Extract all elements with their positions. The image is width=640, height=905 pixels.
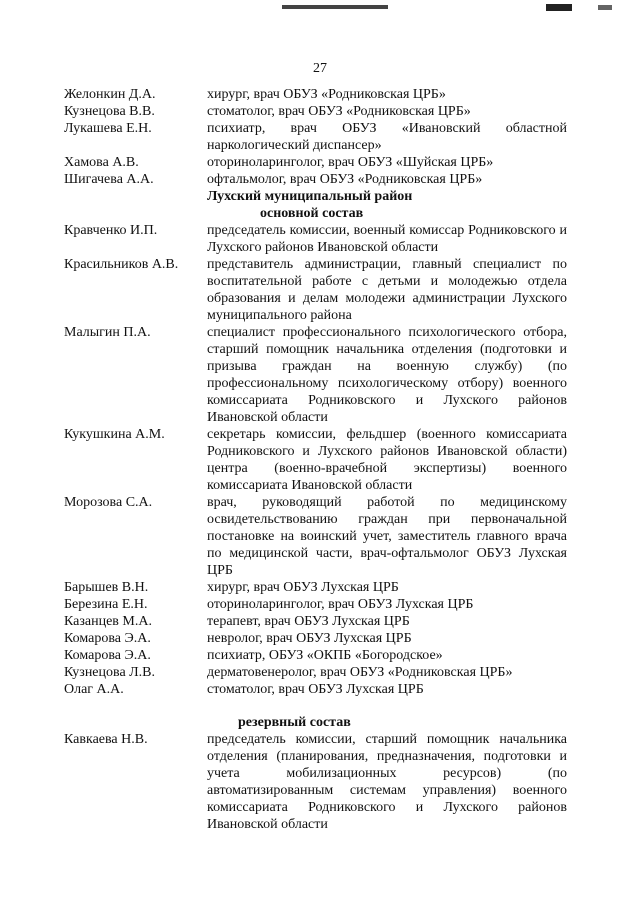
scan-artifact-left (282, 5, 388, 9)
list-item (64, 681, 567, 698)
person-role: психиатр, ОБУЗ «ОКПБ «Богородское» (207, 648, 443, 663)
person-role: хирург, врач ОБУЗ «Родниковская ЦРБ» (207, 87, 446, 102)
district-heading: Лухский муниципальный район (207, 189, 413, 204)
person-name: Малыгин П.А. (64, 325, 151, 340)
section-spacer (64, 698, 567, 714)
person-role: представитель администрации, главный специалист по воспитательной работе с детьми и молодежью отдела образования и делам молодежи администрации Лухского муниципального района (207, 257, 567, 323)
person-role: психиатр, врач ОБУЗ «Ивановский областной наркологический диспансер» (207, 121, 567, 153)
list-item (64, 120, 567, 154)
person-role: оториноларинголог, врач ОБУЗ «Шуйская ЦРБ» (207, 155, 494, 170)
list-item (64, 731, 567, 833)
scan-artifact-dots (598, 5, 612, 10)
main-composition-heading: основной состав (260, 206, 364, 221)
person-name: Желонкин Д.А. (64, 87, 156, 102)
list-item (64, 154, 567, 171)
person-role: невролог, врач ОБУЗ Лухская ЦРБ (207, 631, 412, 646)
list-item (64, 324, 567, 426)
list-item (64, 103, 567, 120)
person-name: Кравченко И.П. (64, 223, 158, 238)
person-name: Казанцев М.А. (64, 614, 152, 629)
scan-artifact-right (546, 4, 572, 11)
list-item (64, 494, 567, 579)
list-item (64, 630, 567, 647)
person-role: стоматолог, врач ОБУЗ «Родниковская ЦРБ» (207, 104, 471, 119)
person-name: Кавкаева Н.В. (64, 732, 148, 747)
person-role: председатель комиссии, военный комиссар Родниковского и Лухского районов Ивановской области (207, 223, 567, 255)
list-item (64, 596, 567, 613)
person-name: Комарова Э.А. (64, 648, 151, 663)
person-name: Кузнецова Л.В. (64, 665, 155, 680)
list-item (64, 256, 567, 324)
list-item (64, 647, 567, 664)
person-name: Комарова Э.А. (64, 631, 151, 646)
person-role: офтальмолог, врач ОБУЗ «Родниковская ЦРБ» (207, 172, 483, 187)
person-name: Красильников А.В. (64, 257, 179, 272)
person-name: Олаг А.А. (64, 682, 124, 697)
person-name: Кукушкина А.М. (64, 427, 165, 442)
person-role: председатель комиссии, старший помощник начальника отделения (планирования, предназначения, подготовки и учета мобилизационных ресурсов) (по автоматизированным системам управления) военного комиссариата Родниковского и Лухского районов Ивановской области (207, 732, 567, 832)
person-role: хирург, врач ОБУЗ Лухская ЦРБ (207, 580, 399, 595)
person-name: Хамова А.В. (64, 155, 139, 170)
person-name: Морозова С.А. (64, 495, 153, 510)
list-item (64, 171, 567, 188)
list-item (64, 613, 567, 630)
list-item (64, 222, 567, 256)
person-name: Лукашева Е.Н. (64, 121, 152, 136)
person-role: дерматовенеролог, врач ОБУЗ «Родниковская ЦРБ» (207, 665, 513, 680)
document-body (64, 86, 567, 833)
person-role: врач, руководящий работой по медицинскому освидетельствованию граждан при первоначальной постановке на воинский учет, заместитель главного врача по медицинской части, врач-офтальмолог ОБУЗ Лухская ЦРБ (207, 495, 567, 578)
list-item (64, 86, 567, 103)
person-role: терапевт, врач ОБУЗ Лухская ЦРБ (207, 614, 410, 629)
person-name: Березина Е.Н. (64, 597, 148, 612)
person-name: Шигачева А.А. (64, 172, 154, 187)
person-role: оториноларинголог, врач ОБУЗ Лухская ЦРБ (207, 597, 474, 612)
person-role: секретарь комиссии, фельдшер (военного комиссариата Родниковского и Лухского районов Ивановской области) центра (военно-врачебной экспертизы) военного комиссариата Ивановской области (207, 427, 567, 493)
reserve-composition-heading: резервный состав (238, 715, 351, 730)
list-item (64, 426, 567, 494)
list-item (64, 664, 567, 681)
person-role: стоматолог, врач ОБУЗ Лухская ЦРБ (207, 682, 424, 697)
page-number: 27 (313, 61, 327, 76)
person-role: специалист профессионального психологического отбора, старший помощник начальника отделения (подготовки и призыва граждан на военную службу) (по профессиональному психологическому отбору) военного комиссариата Родниковского и Лухского районов Ивановской области (207, 325, 567, 425)
person-name: Барышев В.Н. (64, 580, 149, 595)
person-name: Кузнецова В.В. (64, 104, 155, 119)
list-item (64, 579, 567, 596)
